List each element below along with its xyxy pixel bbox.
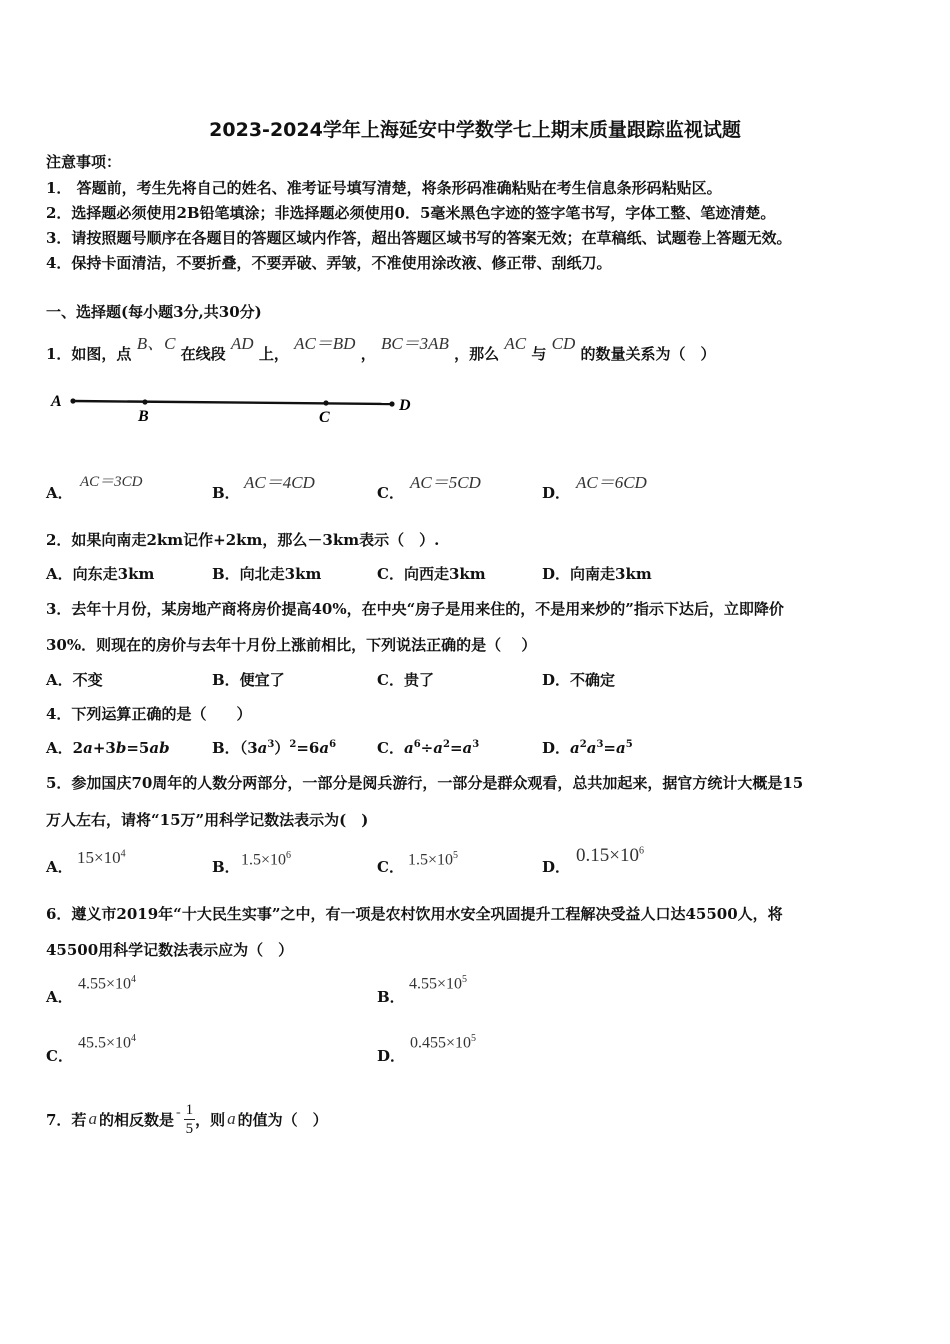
label-c: C [319, 409, 330, 426]
option-label: D． [542, 484, 571, 502]
expr-base: 1.5×10 [241, 851, 287, 869]
expr-base: 0.15×10 [576, 845, 639, 866]
question-6: 6．遵义市2019年“十大民生实事”之中，有一项是农村饮用水安全巩固提升工程解决受益人口达45500人，将 [46, 905, 783, 923]
option-c [377, 482, 404, 503]
q1-math: AC＝BD [294, 334, 356, 353]
point-a [70, 398, 75, 403]
option-b [377, 986, 405, 1007]
option-c [46, 1045, 73, 1066]
option-label: A． [46, 858, 73, 876]
q1-text: 1．如图，点 [46, 345, 132, 363]
option-d [542, 856, 570, 877]
label-b: B [138, 408, 149, 425]
q1-math: CD [551, 334, 576, 353]
notice-item: 3．请按照题号顺序在各题目的答题区域内作答，超出答题区域书写的答案无效；在草稿纸、试题卷上答题无效。 [46, 229, 792, 247]
option-b: B．$(3a^3)^2=6a^6$ [212, 739, 337, 757]
option-b-expr [241, 850, 291, 869]
notice-heading: 注意事项： [46, 153, 122, 171]
option-d: D．$a^2a^3=a^5$ [542, 739, 633, 757]
q7-text: 的相反数是 [98, 1110, 174, 1129]
option-label: D． [377, 1047, 406, 1065]
question-3: 3．去年十月份，某房地产商将房价提高40%，在中央“房子是用来住的，不是用来炒的”指示下达后，立即降价 [46, 600, 784, 618]
expr-exponent: 4 [131, 1033, 137, 1044]
q7-fraction [184, 1101, 196, 1138]
segment-ad [73, 401, 392, 404]
option-c-expr [78, 1033, 136, 1052]
q7-text: 的值为（ ） [237, 1110, 328, 1129]
expr-base: 1.5×10 [408, 851, 454, 869]
option-label: B． [377, 988, 405, 1006]
q1-text: ，那么 [454, 345, 500, 363]
expr-exponent: 6 [286, 850, 292, 861]
option-d [377, 1045, 405, 1066]
option-a: A．不变 [46, 671, 103, 689]
option-c: C．贵了 [377, 671, 434, 689]
expr-base: 15×10 [77, 848, 121, 867]
question-6-cont: 45500用科学记数法表示应为（ ） [46, 941, 294, 959]
option-c: C．$a^6\div a^2=a^3$ [377, 739, 480, 757]
label-a: A [51, 393, 62, 410]
option-label: C． [377, 739, 404, 757]
option-d-expr [410, 1033, 476, 1052]
option-c-expr [408, 850, 458, 869]
option-a [46, 482, 73, 503]
question-4: 4．下列运算正确的是（ ） [46, 705, 252, 723]
option-d: D．向南走3km [542, 565, 652, 583]
q1-text: ， [360, 345, 376, 363]
expr-exponent: 5 [453, 850, 459, 861]
option-label: A． [46, 484, 73, 502]
notice-item: 1． 答题前，考生先将自己的姓名、准考证号填写清楚，将条形码准确粘贴在考生信息条形码粘贴区。 [46, 179, 722, 197]
fraction-numerator: 1 [185, 1101, 194, 1118]
option-a [46, 856, 73, 877]
option-label: B． [212, 484, 240, 502]
question-1 [46, 334, 716, 364]
option-a: A．2a+3b=5ab [46, 739, 170, 757]
q7-text: 7．若 [46, 1110, 87, 1129]
label-d: D [399, 397, 411, 414]
option-a: A．向东走3km [46, 565, 155, 583]
expr-base: 0.455×10 [410, 1034, 472, 1052]
option-d [542, 482, 570, 503]
point-d [389, 401, 394, 406]
option-label: A． [46, 988, 73, 1006]
expr-base: 4.55×10 [78, 975, 132, 993]
page-title: 2023-2024学年上海延安中学数学七上期末质量跟踪监视试题 [209, 119, 741, 141]
option-label: C． [377, 484, 404, 502]
option-c [377, 856, 404, 877]
option-b: B．便宜了 [212, 671, 285, 689]
option-label: B． [212, 858, 240, 876]
q1-text: 上， [258, 345, 289, 363]
option-a [46, 986, 73, 1007]
section-heading: 一、选择题(每小题3分,共30分) [46, 303, 262, 321]
option-label: C． [377, 858, 404, 876]
q1-math: BC＝3AB [380, 334, 449, 353]
question-2: 2．如果向南走2km记作+2km，那么－3km表示（ ）. [46, 531, 440, 549]
expr-exponent: 4 [131, 974, 137, 985]
expr-exponent: 5 [471, 1033, 477, 1044]
option-label: B． [212, 739, 240, 757]
option-c-expr: AC＝5CD [410, 473, 481, 492]
option-d-expr [576, 845, 644, 867]
question-5-cont: 万人左右，请将“15万”用科学记数法表示为( ) [46, 811, 369, 829]
q7-variable: a [88, 1109, 97, 1128]
point-c [323, 400, 328, 405]
option-label: A． [46, 739, 73, 757]
q7-minus: - [175, 1105, 181, 1120]
q1-math: B、C [136, 334, 176, 353]
option-d-expr: AC＝6CD [576, 473, 647, 492]
notice-item: 2．选择题必须使用2B铅笔填涂；非选择题必须使用0．5毫米黑色字迹的签字笔书写，字体工整、笔迹清楚。 [46, 204, 776, 222]
option-label: D． [542, 858, 571, 876]
q1-text: 与 [531, 345, 547, 363]
notice-item: 4．保持卡面清洁，不要折叠，不要弄破、弄皱，不准使用涂改液、修正带、刮纸刀。 [46, 254, 612, 272]
q7-text: ，则 [195, 1110, 226, 1129]
question-5: 5．参加国庆70周年的人数分两部分，一部分是阅兵游行，一部分是群众观看，总共加起来，据官方统计大概是15 [46, 774, 804, 792]
expr-exponent: 4 [120, 848, 126, 860]
option-c: C．向西走3km [377, 565, 486, 583]
question-7 [46, 1094, 328, 1144]
option-b [212, 482, 240, 503]
option-a-expr: AC＝3CD [80, 474, 143, 490]
option-b-expr [409, 974, 467, 993]
line-segment-figure [46, 385, 426, 430]
option-b: B．向北走3km [212, 565, 322, 583]
option-label: C． [46, 1047, 73, 1065]
option-a-expr [77, 848, 126, 868]
option-d: D．不确定 [542, 671, 616, 689]
q1-text: 的数量关系为（ ） [580, 345, 716, 363]
q1-math: AC [504, 334, 527, 353]
option-b [212, 856, 240, 877]
expr-exponent: 6 [638, 845, 644, 857]
option-b-expr: AC＝4CD [244, 473, 315, 492]
point-b [142, 399, 147, 404]
fraction-denominator: 5 [185, 1120, 194, 1137]
expr-exponent: 5 [462, 974, 468, 985]
option-a-expr [78, 974, 136, 993]
question-3-cont: 30%．则现在的房价与去年十月份上涨前相比，下列说法正确的是（ ） [46, 636, 537, 654]
q1-math: AD [230, 334, 254, 353]
expr-base: 4.55×10 [409, 975, 463, 993]
q1-text: 在线段 [180, 345, 226, 363]
expr-base: 45.5×10 [78, 1034, 132, 1052]
q7-variable: a [227, 1109, 236, 1128]
option-label: D． [542, 739, 571, 757]
